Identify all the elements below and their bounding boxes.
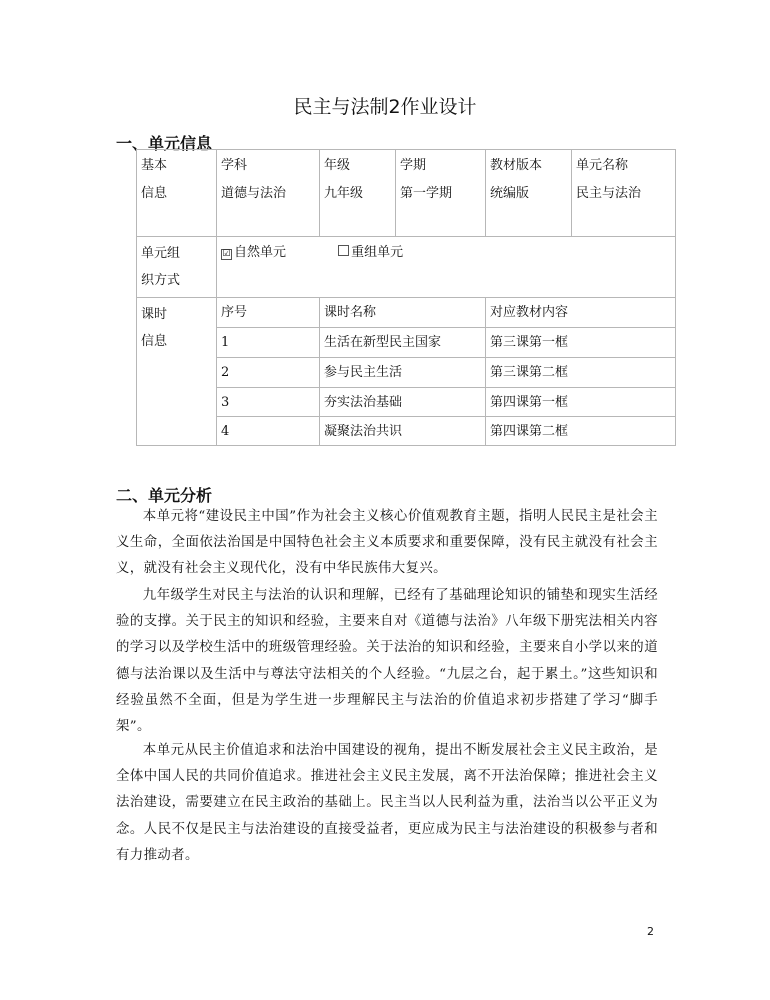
basic-unit-name-cell [572, 150, 676, 237]
document-title: 民主与法制2作业设计 [293, 96, 477, 118]
analysis-paragraph-3: 本单元从民主价值追求和法治中国建设的视角，提出不断发展社会主义民主政治，是全体中国人民的共同价值追求。推进社会主义民主发展，离不开法治保障；推进社会主义法治建设，需要建立在民主政治的基础上。民主当以人民利益为重，法治当以公平正义为念。人民不仅是民主与法治建设的直接受益者，更应成为民主与法治建设的积极参与者和有力推动者。 [116, 743, 658, 863]
table-row [137, 328, 676, 358]
page-number: 2 [647, 925, 654, 938]
lesson-content: 第三课第二框 [486, 358, 676, 388]
natural-unit-option[interactable] [221, 245, 290, 260]
section-heading-unit-analysis: 二、单元分析 [116, 486, 213, 505]
lesson-no: 2 [217, 358, 320, 388]
lessons-header-name: 课时名称 [320, 298, 486, 328]
lessons-label-line1: 课时 [141, 307, 168, 322]
value-grade: 九年级 [324, 186, 364, 201]
table-row [137, 358, 676, 388]
regroup-unit-label: 重组单元 [351, 245, 404, 260]
header-subject: 学科 [221, 158, 248, 173]
header-grade: 年级 [324, 158, 351, 173]
org-label-line1: 单元组 [141, 246, 181, 261]
lessons-label-line2: 信息 [141, 334, 168, 349]
lesson-content: 第四课第一框 [486, 388, 676, 417]
lesson-no: 1 [217, 328, 320, 358]
header-unit-name: 单元名称 [576, 158, 629, 173]
value-edition: 统编版 [490, 186, 530, 201]
value-term: 第一学期 [400, 186, 453, 201]
basic-subject-cell [217, 150, 320, 237]
lesson-name: 参与民主生活 [320, 358, 486, 388]
analysis-paragraph-2: 九年级学生对民主与法治的认识和理解，已经有了基础理论知识的铺垫和现实生活经验的支撑。关于民主的知识和经验，主要来自对《道德与法治》八年级下册宪法相关内容的学习以及学校生活中的班级管理经验。关于法治的知识和经验，主要来自小学以来的道德与法治课以及生活中与尊法守法相关的个人经验。“九层之台，起于累土。”这些知识和经验虽然不全面，但是为学生进一步理解民主与法治的价值追求初步搭建了学习“脚手架”。 [116, 588, 658, 735]
lesson-content: 第三课第一框 [486, 328, 676, 358]
value-unit-name: 民主与法治 [576, 186, 642, 201]
lesson-no: 4 [217, 417, 320, 446]
regroup-unit-option[interactable] [338, 245, 403, 260]
basic-grade-cell [320, 150, 396, 237]
lessons-header-no: 序号 [217, 298, 320, 328]
basic-info-label [137, 150, 217, 237]
lesson-name: 凝聚法治共识 [320, 417, 486, 446]
analysis-paragraph-1: 本单元将“建设民主中国”作为社会主义核心价值观教育主题，指明人民民主是社会主义生命，全面依法治国是中国特色社会主义本质要求和重要保障，没有民主就没有社会主义，就没有社会主义现代化，没有中华民族伟大复兴。 [116, 509, 658, 577]
lesson-no: 3 [217, 388, 320, 417]
lessons-header-content: 对应教材内容 [486, 298, 676, 328]
header-edition: 教材版本 [490, 158, 543, 173]
lesson-name: 生活在新型民主国家 [320, 328, 486, 358]
section-heading-unit-info: 一、单元信息 [116, 134, 213, 153]
regroup-unit-checkbox[interactable] [338, 245, 349, 256]
org-options-cell [217, 237, 676, 298]
basic-info-label-line2: 信息 [141, 186, 168, 201]
table-row [137, 388, 676, 417]
lessons-label [137, 298, 217, 446]
org-label-line2: 织方式 [141, 273, 181, 288]
value-subject: 道德与法治 [221, 186, 287, 201]
org-label [137, 237, 217, 298]
natural-unit-checkbox[interactable]: ☑ [222, 249, 231, 259]
table-row [137, 417, 676, 446]
natural-unit-label: 自然单元 [234, 245, 287, 260]
basic-info-label-line1: 基本 [141, 158, 168, 173]
lesson-name: 夯实法治基础 [320, 388, 486, 417]
unit-info-table [136, 149, 676, 446]
basic-edition-cell [486, 150, 572, 237]
basic-term-cell [396, 150, 486, 237]
header-term: 学期 [400, 158, 427, 173]
lesson-content: 第四课第二框 [486, 417, 676, 446]
